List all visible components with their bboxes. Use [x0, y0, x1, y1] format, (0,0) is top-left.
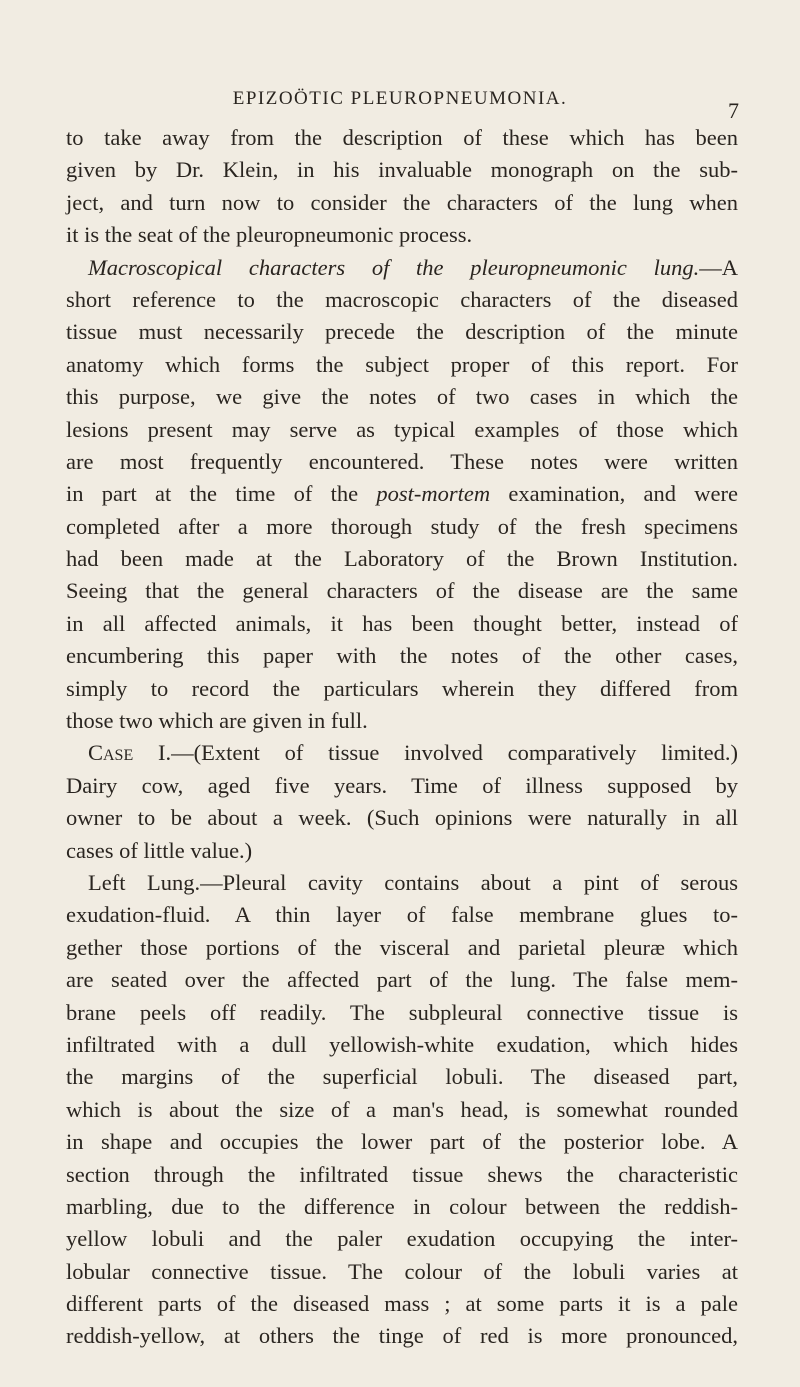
- text-line: completed after a more thorough study of the fresh specimens: [66, 513, 738, 539]
- text-line: gether those portions of the visceral and parietal pleuræ which: [66, 934, 738, 960]
- text-line: are seated over the affected part of the lung. The false mem-: [66, 967, 738, 993]
- text-line: Seeing that the general characters of the disease are the same: [66, 578, 738, 604]
- running-title: EPIZOÖTIC PLEUROPNEUMONIA.: [232, 88, 568, 109]
- text-line: lobular connective tissue. The colour of the lobuli varies at: [66, 1258, 738, 1284]
- text-line: section through the infiltrated tissue shews the characteristic: [66, 1161, 738, 1187]
- text-line: infiltrated with a dull yellowish-white exudation, which hides: [66, 1031, 738, 1057]
- text-line: anatomy which forms the subject proper of this report. For: [66, 351, 738, 377]
- text-line: it is the seat of the pleuropneumonic process.: [66, 222, 473, 248]
- text-line: [66, 478, 738, 510]
- text-line: the margins of the superficial lobuli. The diseased part,: [66, 1064, 738, 1090]
- text-line: tissue must necessarily precede the description of the minute: [66, 319, 738, 345]
- text-line: simply to record the particulars wherein they differed from: [66, 675, 738, 701]
- text-line: Left Lung.—Pleural cavity contains about a pint of serous: [88, 869, 738, 895]
- text-line: cases of little value.): [66, 837, 253, 863]
- text-line: which is about the size of a man's head, is somewhat rounded: [66, 1096, 738, 1122]
- text-line: lesions present may serve as typical examples of those which: [66, 416, 738, 442]
- text-line: exudation-fluid. A thin layer of false membrane glues to-: [66, 902, 738, 928]
- text-run: Macroscopical characters of the pleuropneumonic lung.: [88, 254, 700, 280]
- text-line: ject, and turn now to consider the characters of the lung when: [66, 189, 738, 215]
- text-line: those two which are given in full.: [66, 708, 368, 734]
- text-run: —(Extent of tissue involved comparatively limited.): [171, 740, 738, 766]
- page-number: 7: [728, 98, 739, 123]
- body-text: [66, 122, 738, 1353]
- text-line: had been made at the Laboratory of the Brown Institution.: [66, 546, 738, 572]
- text-line: short reference to the macroscopic characters of the diseased: [66, 286, 738, 312]
- text-line: reddish-yellow, at others the tinge of red is more pronounced,: [66, 1323, 738, 1349]
- text-line: marbling, due to the difference in colour between the reddish-: [66, 1193, 738, 1219]
- text-line: Dairy cow, aged five years. Time of illness supposed by: [66, 772, 738, 798]
- text-line: brane peels off readily. The subpleural connective tissue is: [66, 999, 738, 1025]
- text-line: different parts of the diseased mass ; at some parts it is a pale: [66, 1291, 738, 1317]
- text-line: to take away from the description of these which has been: [66, 125, 738, 150]
- text-run: examination, and were: [490, 481, 738, 507]
- text-run: post-mortem: [376, 481, 491, 507]
- text-run: —A: [699, 254, 738, 280]
- text-run: in part at the time of the: [66, 481, 377, 507]
- text-line: this purpose, we give the notes of two cases in which the: [66, 384, 738, 410]
- text-line: yellow lobuli and the paler exudation occupying the inter-: [66, 1226, 738, 1252]
- text-line: [66, 737, 738, 769]
- text-line: given by Dr. Klein, in his invaluable monograph on the sub-: [66, 157, 738, 183]
- text-line: are most frequently encountered. These notes were written: [66, 448, 738, 474]
- text-run: Case I.: [88, 740, 172, 766]
- text-line: in shape and occupies the lower part of the posterior lobe. A: [66, 1129, 738, 1155]
- text-line: [66, 252, 738, 284]
- text-line: owner to be about a week. (Such opinions were naturally in all: [66, 805, 738, 831]
- text-line: in all affected animals, it has been thought better, instead of: [66, 610, 738, 636]
- text-line: encumbering this paper with the notes of the other cases,: [66, 643, 738, 669]
